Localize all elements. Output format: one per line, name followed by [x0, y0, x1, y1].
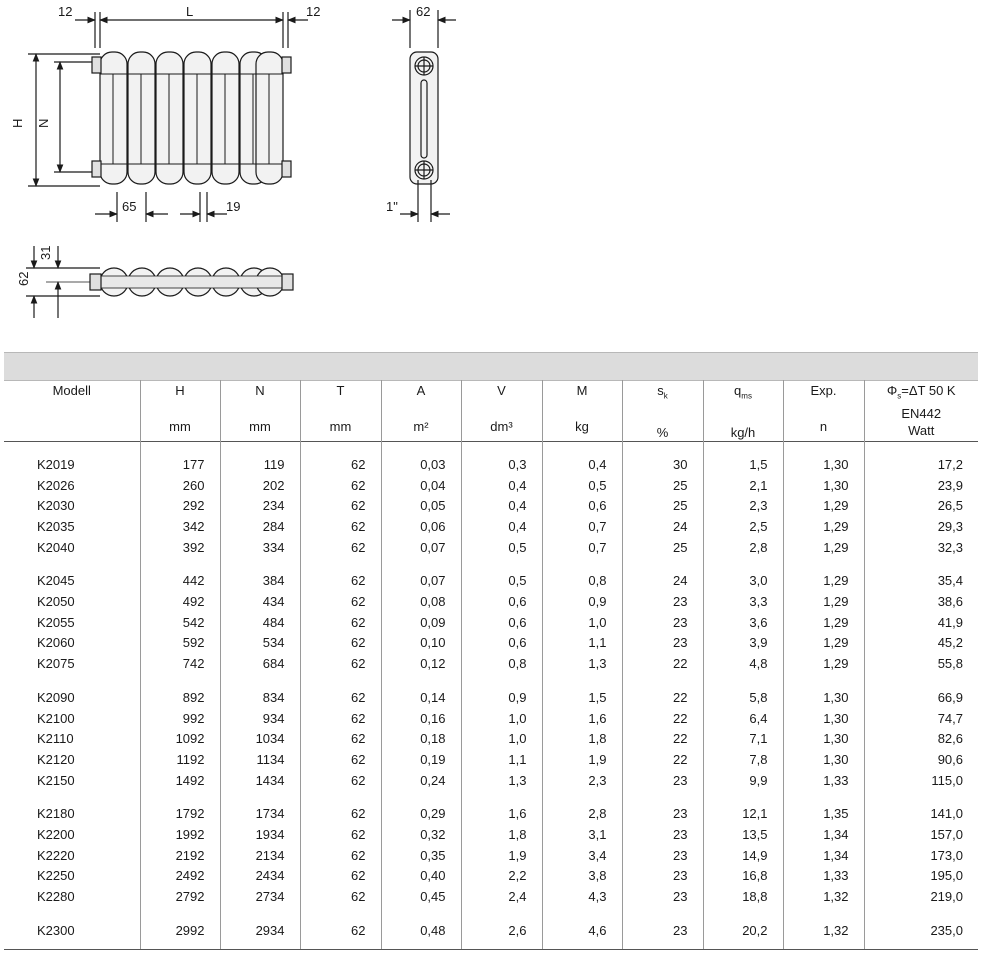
- value-cell: 2734: [220, 887, 300, 908]
- value-cell: 0,07: [381, 537, 461, 558]
- dim-right-label: 12: [306, 4, 321, 19]
- value-cell: 392: [140, 537, 220, 558]
- value-cell: 0,7: [542, 517, 622, 538]
- value-cell: 32,3: [864, 537, 978, 558]
- col-header-a: A m²: [381, 380, 461, 441]
- value-cell: 1,8: [461, 825, 542, 846]
- value-cell: 3,9: [703, 633, 783, 654]
- table-row: [4, 654, 978, 675]
- value-cell: 1,6: [461, 791, 542, 825]
- value-cell: 234: [220, 496, 300, 517]
- value-cell: 219,0: [864, 887, 978, 908]
- value-cell: 17,2: [864, 441, 978, 475]
- value-cell: 23: [622, 612, 703, 633]
- value-cell: 6,4: [703, 708, 783, 729]
- value-cell: 0,40: [381, 866, 461, 887]
- col-header-output: $\Phi_s=\Delta T$ 50 K EN442 Watt: [864, 380, 978, 441]
- col-header-sk: $s_k$ %: [622, 380, 703, 441]
- technical-drawings: [0, 0, 981, 340]
- value-cell: 30: [622, 441, 703, 475]
- col-header-t: T mm: [300, 380, 381, 441]
- table-body: [4, 441, 978, 949]
- value-cell: 62: [300, 592, 381, 613]
- value-cell: 1034: [220, 729, 300, 750]
- value-cell: 1,3: [542, 654, 622, 675]
- value-cell: 62: [300, 887, 381, 908]
- table-header-band: [4, 352, 978, 381]
- value-cell: 0,4: [542, 441, 622, 475]
- value-cell: 0,10: [381, 633, 461, 654]
- model-cell: K2019: [37, 456, 75, 472]
- value-cell: 2,4: [461, 887, 542, 908]
- value-cell: 25: [622, 496, 703, 517]
- value-cell: 62: [300, 708, 381, 729]
- value-cell: 1,29: [783, 537, 864, 558]
- value-cell: 62: [300, 674, 381, 708]
- dim-length-label: L: [186, 4, 194, 19]
- col-header-n: N mm: [220, 380, 300, 441]
- top-half-label: 31: [38, 245, 53, 260]
- value-cell: 62: [300, 517, 381, 538]
- value-cell: 62: [300, 825, 381, 846]
- table-row: [4, 537, 978, 558]
- value-cell: 0,4: [461, 475, 542, 496]
- value-cell: 592: [140, 633, 220, 654]
- value-cell: 2134: [220, 845, 300, 866]
- value-cell: 23: [622, 825, 703, 846]
- value-cell: 0,3: [461, 441, 542, 475]
- value-cell: 1792: [140, 791, 220, 825]
- value-cell: 62: [300, 907, 381, 949]
- value-cell: 7,1: [703, 729, 783, 750]
- table-header-row: [4, 380, 978, 441]
- value-cell: 2492: [140, 866, 220, 887]
- model-cell: K2180: [37, 806, 75, 822]
- side-depth-label: 62: [416, 4, 431, 19]
- value-cell: 23: [622, 770, 703, 791]
- value-cell: 62: [300, 537, 381, 558]
- value-cell: 173,0: [864, 845, 978, 866]
- dim-pitch-label: 65: [122, 199, 137, 214]
- value-cell: 25: [622, 475, 703, 496]
- value-cell: 0,9: [461, 674, 542, 708]
- table-row: [4, 887, 978, 908]
- value-cell: 0,09: [381, 612, 461, 633]
- table-row: [4, 907, 978, 949]
- value-cell: 0,9: [542, 592, 622, 613]
- value-cell: 5,8: [703, 674, 783, 708]
- value-cell: 0,7: [542, 537, 622, 558]
- value-cell: 492: [140, 592, 220, 613]
- model-cell: K2040: [37, 539, 75, 555]
- model-cell: K2220: [37, 847, 75, 863]
- value-cell: 4,3: [542, 887, 622, 908]
- value-cell: 23: [622, 791, 703, 825]
- value-cell: 74,7: [864, 708, 978, 729]
- top-view-drawing: [26, 246, 293, 318]
- value-cell: 22: [622, 729, 703, 750]
- value-cell: 2,2: [461, 866, 542, 887]
- value-cell: 22: [622, 750, 703, 771]
- value-cell: 1,9: [461, 845, 542, 866]
- value-cell: 22: [622, 654, 703, 675]
- front-view-drawing: [28, 12, 308, 222]
- value-cell: 1934: [220, 825, 300, 846]
- value-cell: 0,05: [381, 496, 461, 517]
- value-cell: 1,30: [783, 475, 864, 496]
- value-cell: 0,04: [381, 475, 461, 496]
- value-cell: 3,4: [542, 845, 622, 866]
- value-cell: 384: [220, 558, 300, 592]
- value-cell: 484: [220, 612, 300, 633]
- value-cell: 195,0: [864, 866, 978, 887]
- value-cell: 0,07: [381, 558, 461, 592]
- value-cell: 23: [622, 592, 703, 613]
- value-cell: 41,9: [864, 612, 978, 633]
- value-cell: 1,34: [783, 825, 864, 846]
- value-cell: 115,0: [864, 770, 978, 791]
- model-cell: K2090: [37, 689, 75, 705]
- value-cell: 684: [220, 654, 300, 675]
- value-cell: 3,1: [542, 825, 622, 846]
- value-cell: 1434: [220, 770, 300, 791]
- value-cell: 0,14: [381, 674, 461, 708]
- model-cell: K2030: [37, 498, 75, 514]
- value-cell: 1,33: [783, 770, 864, 791]
- value-cell: 0,06: [381, 517, 461, 538]
- value-cell: 3,8: [542, 866, 622, 887]
- value-cell: 2,8: [703, 537, 783, 558]
- dim-height-label: H: [10, 118, 25, 128]
- value-cell: 235,0: [864, 907, 978, 949]
- value-cell: 3,6: [703, 612, 783, 633]
- table-row: [4, 729, 978, 750]
- value-cell: 1,0: [461, 708, 542, 729]
- value-cell: 0,5: [542, 475, 622, 496]
- model-cell: K2100: [37, 710, 75, 726]
- model-cell: K2250: [37, 868, 75, 884]
- table-row: [4, 708, 978, 729]
- model-cell: K2060: [37, 635, 75, 651]
- model-cell: K2150: [37, 772, 75, 788]
- value-cell: 292: [140, 496, 220, 517]
- value-cell: 0,6: [542, 496, 622, 517]
- value-cell: 1,34: [783, 845, 864, 866]
- table-row: [4, 845, 978, 866]
- value-cell: 1,9: [542, 750, 622, 771]
- value-cell: 202: [220, 475, 300, 496]
- value-cell: 1,0: [542, 612, 622, 633]
- value-cell: 0,29: [381, 791, 461, 825]
- value-cell: 1,30: [783, 708, 864, 729]
- value-cell: 1,29: [783, 654, 864, 675]
- value-cell: 534: [220, 633, 300, 654]
- value-cell: 62: [300, 558, 381, 592]
- value-cell: 1,29: [783, 633, 864, 654]
- model-cell: K2045: [37, 573, 75, 589]
- value-cell: 834: [220, 674, 300, 708]
- value-cell: 1,5: [703, 441, 783, 475]
- value-cell: 20,2: [703, 907, 783, 949]
- value-cell: 0,48: [381, 907, 461, 949]
- value-cell: 260: [140, 475, 220, 496]
- value-cell: 892: [140, 674, 220, 708]
- value-cell: 1,32: [783, 887, 864, 908]
- value-cell: 934: [220, 708, 300, 729]
- value-cell: 2,3: [703, 496, 783, 517]
- value-cell: 23: [622, 633, 703, 654]
- value-cell: 1,1: [542, 633, 622, 654]
- value-cell: 62: [300, 729, 381, 750]
- side-view-drawing: [392, 10, 456, 222]
- value-cell: 2192: [140, 845, 220, 866]
- model-cell: K2280: [37, 889, 75, 904]
- value-cell: 9,9: [703, 770, 783, 791]
- value-cell: 0,4: [461, 496, 542, 517]
- value-cell: 62: [300, 633, 381, 654]
- value-cell: 2,1: [703, 475, 783, 496]
- value-cell: 0,32: [381, 825, 461, 846]
- value-cell: 82,6: [864, 729, 978, 750]
- value-cell: 1,35: [783, 791, 864, 825]
- value-cell: 62: [300, 441, 381, 475]
- value-cell: 2,3: [542, 770, 622, 791]
- thread-label: 1": [386, 199, 398, 214]
- table-row: [4, 517, 978, 538]
- model-cell: K2050: [37, 594, 75, 610]
- table-row: [4, 475, 978, 496]
- model-cell: K2035: [37, 519, 75, 534]
- model-cell: K2120: [37, 751, 75, 767]
- spec-table: [4, 380, 978, 950]
- value-cell: 7,8: [703, 750, 783, 771]
- model-cell: K2055: [37, 614, 75, 630]
- value-cell: 23,9: [864, 475, 978, 496]
- value-cell: 1,3: [461, 770, 542, 791]
- col-header-m: M kg: [542, 380, 622, 441]
- value-cell: 1734: [220, 791, 300, 825]
- dim-n-label: N: [36, 118, 51, 128]
- dim-left-label: 12: [58, 4, 73, 19]
- value-cell: 24: [622, 517, 703, 538]
- value-cell: 0,8: [542, 558, 622, 592]
- col-header-h: H mm: [140, 380, 220, 441]
- value-cell: 2,5: [703, 517, 783, 538]
- value-cell: 3,3: [703, 592, 783, 613]
- value-cell: 62: [300, 654, 381, 675]
- value-cell: 23: [622, 907, 703, 949]
- value-cell: 442: [140, 558, 220, 592]
- table-row: [4, 612, 978, 633]
- value-cell: 1,29: [783, 496, 864, 517]
- value-cell: 66,9: [864, 674, 978, 708]
- col-header-v: V dm³: [461, 380, 542, 441]
- value-cell: 14,9: [703, 845, 783, 866]
- value-cell: 38,6: [864, 592, 978, 613]
- table-row: [4, 496, 978, 517]
- value-cell: 2792: [140, 887, 220, 908]
- table-row: [4, 558, 978, 592]
- value-cell: 1134: [220, 750, 300, 771]
- value-cell: 62: [300, 791, 381, 825]
- value-cell: 1,30: [783, 441, 864, 475]
- value-cell: 23: [622, 887, 703, 908]
- value-cell: 1,0: [461, 729, 542, 750]
- value-cell: 0,5: [461, 558, 542, 592]
- value-cell: 26,5: [864, 496, 978, 517]
- model-cell: K2300: [4, 907, 140, 949]
- value-cell: 0,5: [461, 537, 542, 558]
- model-cell: K2200: [37, 826, 75, 842]
- value-cell: 1492: [140, 770, 220, 791]
- table-row: [4, 592, 978, 613]
- value-cell: 1092: [140, 729, 220, 750]
- col-header-exp: Exp. n: [783, 380, 864, 441]
- value-cell: 334: [220, 537, 300, 558]
- value-cell: 157,0: [864, 825, 978, 846]
- value-cell: 25: [622, 537, 703, 558]
- value-cell: 4,8: [703, 654, 783, 675]
- value-cell: 62: [300, 496, 381, 517]
- value-cell: 2,6: [461, 907, 542, 949]
- value-cell: 0,18: [381, 729, 461, 750]
- value-cell: 1,5: [542, 674, 622, 708]
- model-cell: K2026: [37, 477, 75, 493]
- value-cell: 0,45: [381, 887, 461, 908]
- value-cell: 1192: [140, 750, 220, 771]
- value-cell: 22: [622, 674, 703, 708]
- value-cell: 35,4: [864, 558, 978, 592]
- value-cell: 16,8: [703, 866, 783, 887]
- value-cell: 4,6: [542, 907, 622, 949]
- value-cell: 0,8: [461, 654, 542, 675]
- table-row: [4, 633, 978, 654]
- value-cell: 90,6: [864, 750, 978, 771]
- value-cell: 1,29: [783, 592, 864, 613]
- value-cell: 1,30: [783, 674, 864, 708]
- value-cell: 1,6: [542, 708, 622, 729]
- value-cell: 62: [300, 866, 381, 887]
- value-cell: 62: [300, 475, 381, 496]
- col-header-qms: $q_{ms}$ kg/h: [703, 380, 783, 441]
- value-cell: 0,03: [381, 441, 461, 475]
- table-row: [4, 866, 978, 887]
- value-cell: 0,19: [381, 750, 461, 771]
- value-cell: 23: [622, 845, 703, 866]
- table-row: [4, 770, 978, 791]
- value-cell: 62: [300, 612, 381, 633]
- value-cell: 0,6: [461, 612, 542, 633]
- value-cell: 45,2: [864, 633, 978, 654]
- value-cell: 1,29: [783, 558, 864, 592]
- value-cell: 1,29: [783, 612, 864, 633]
- value-cell: 24: [622, 558, 703, 592]
- value-cell: 434: [220, 592, 300, 613]
- value-cell: 1,32: [783, 907, 864, 949]
- value-cell: 2,8: [542, 791, 622, 825]
- table-row: [4, 441, 978, 475]
- value-cell: 1,30: [783, 750, 864, 771]
- value-cell: 742: [140, 654, 220, 675]
- value-cell: 0,6: [461, 592, 542, 613]
- model-cell: K2075: [37, 656, 75, 672]
- value-cell: 284: [220, 517, 300, 538]
- value-cell: 55,8: [864, 654, 978, 675]
- value-cell: 18,8: [703, 887, 783, 908]
- value-cell: 1,33: [783, 866, 864, 887]
- value-cell: 1,8: [542, 729, 622, 750]
- top-depth-label: 62: [16, 271, 31, 286]
- table-row: [4, 750, 978, 771]
- value-cell: 3,0: [703, 558, 783, 592]
- value-cell: 29,3: [864, 517, 978, 538]
- value-cell: 0,12: [381, 654, 461, 675]
- model-cell: K2110: [37, 731, 74, 747]
- value-cell: 0,16: [381, 708, 461, 729]
- value-cell: 22: [622, 708, 703, 729]
- value-cell: 2992: [140, 907, 220, 949]
- col-header-modell: Modell: [52, 383, 91, 398]
- value-cell: 119: [220, 441, 300, 475]
- value-cell: 0,35: [381, 845, 461, 866]
- value-cell: 0,24: [381, 770, 461, 791]
- value-cell: 992: [140, 708, 220, 729]
- value-cell: 177: [140, 441, 220, 475]
- value-cell: 141,0: [864, 791, 978, 825]
- value-cell: 342: [140, 517, 220, 538]
- value-cell: 0,08: [381, 592, 461, 613]
- value-cell: 12,1: [703, 791, 783, 825]
- value-cell: 542: [140, 612, 220, 633]
- table-row: [4, 825, 978, 846]
- value-cell: 0,6: [461, 633, 542, 654]
- value-cell: 1,30: [783, 729, 864, 750]
- value-cell: 23: [622, 866, 703, 887]
- dim-gap-label: 19: [226, 199, 241, 214]
- value-cell: 13,5: [703, 825, 783, 846]
- value-cell: 1,29: [783, 517, 864, 538]
- value-cell: 2934: [220, 907, 300, 949]
- value-cell: 62: [300, 770, 381, 791]
- value-cell: 1,1: [461, 750, 542, 771]
- value-cell: 2434: [220, 866, 300, 887]
- table-row: [4, 674, 978, 708]
- value-cell: 0,4: [461, 517, 542, 538]
- value-cell: 62: [300, 845, 381, 866]
- value-cell: 62: [300, 750, 381, 771]
- value-cell: 1992: [140, 825, 220, 846]
- table-row: [4, 791, 978, 825]
